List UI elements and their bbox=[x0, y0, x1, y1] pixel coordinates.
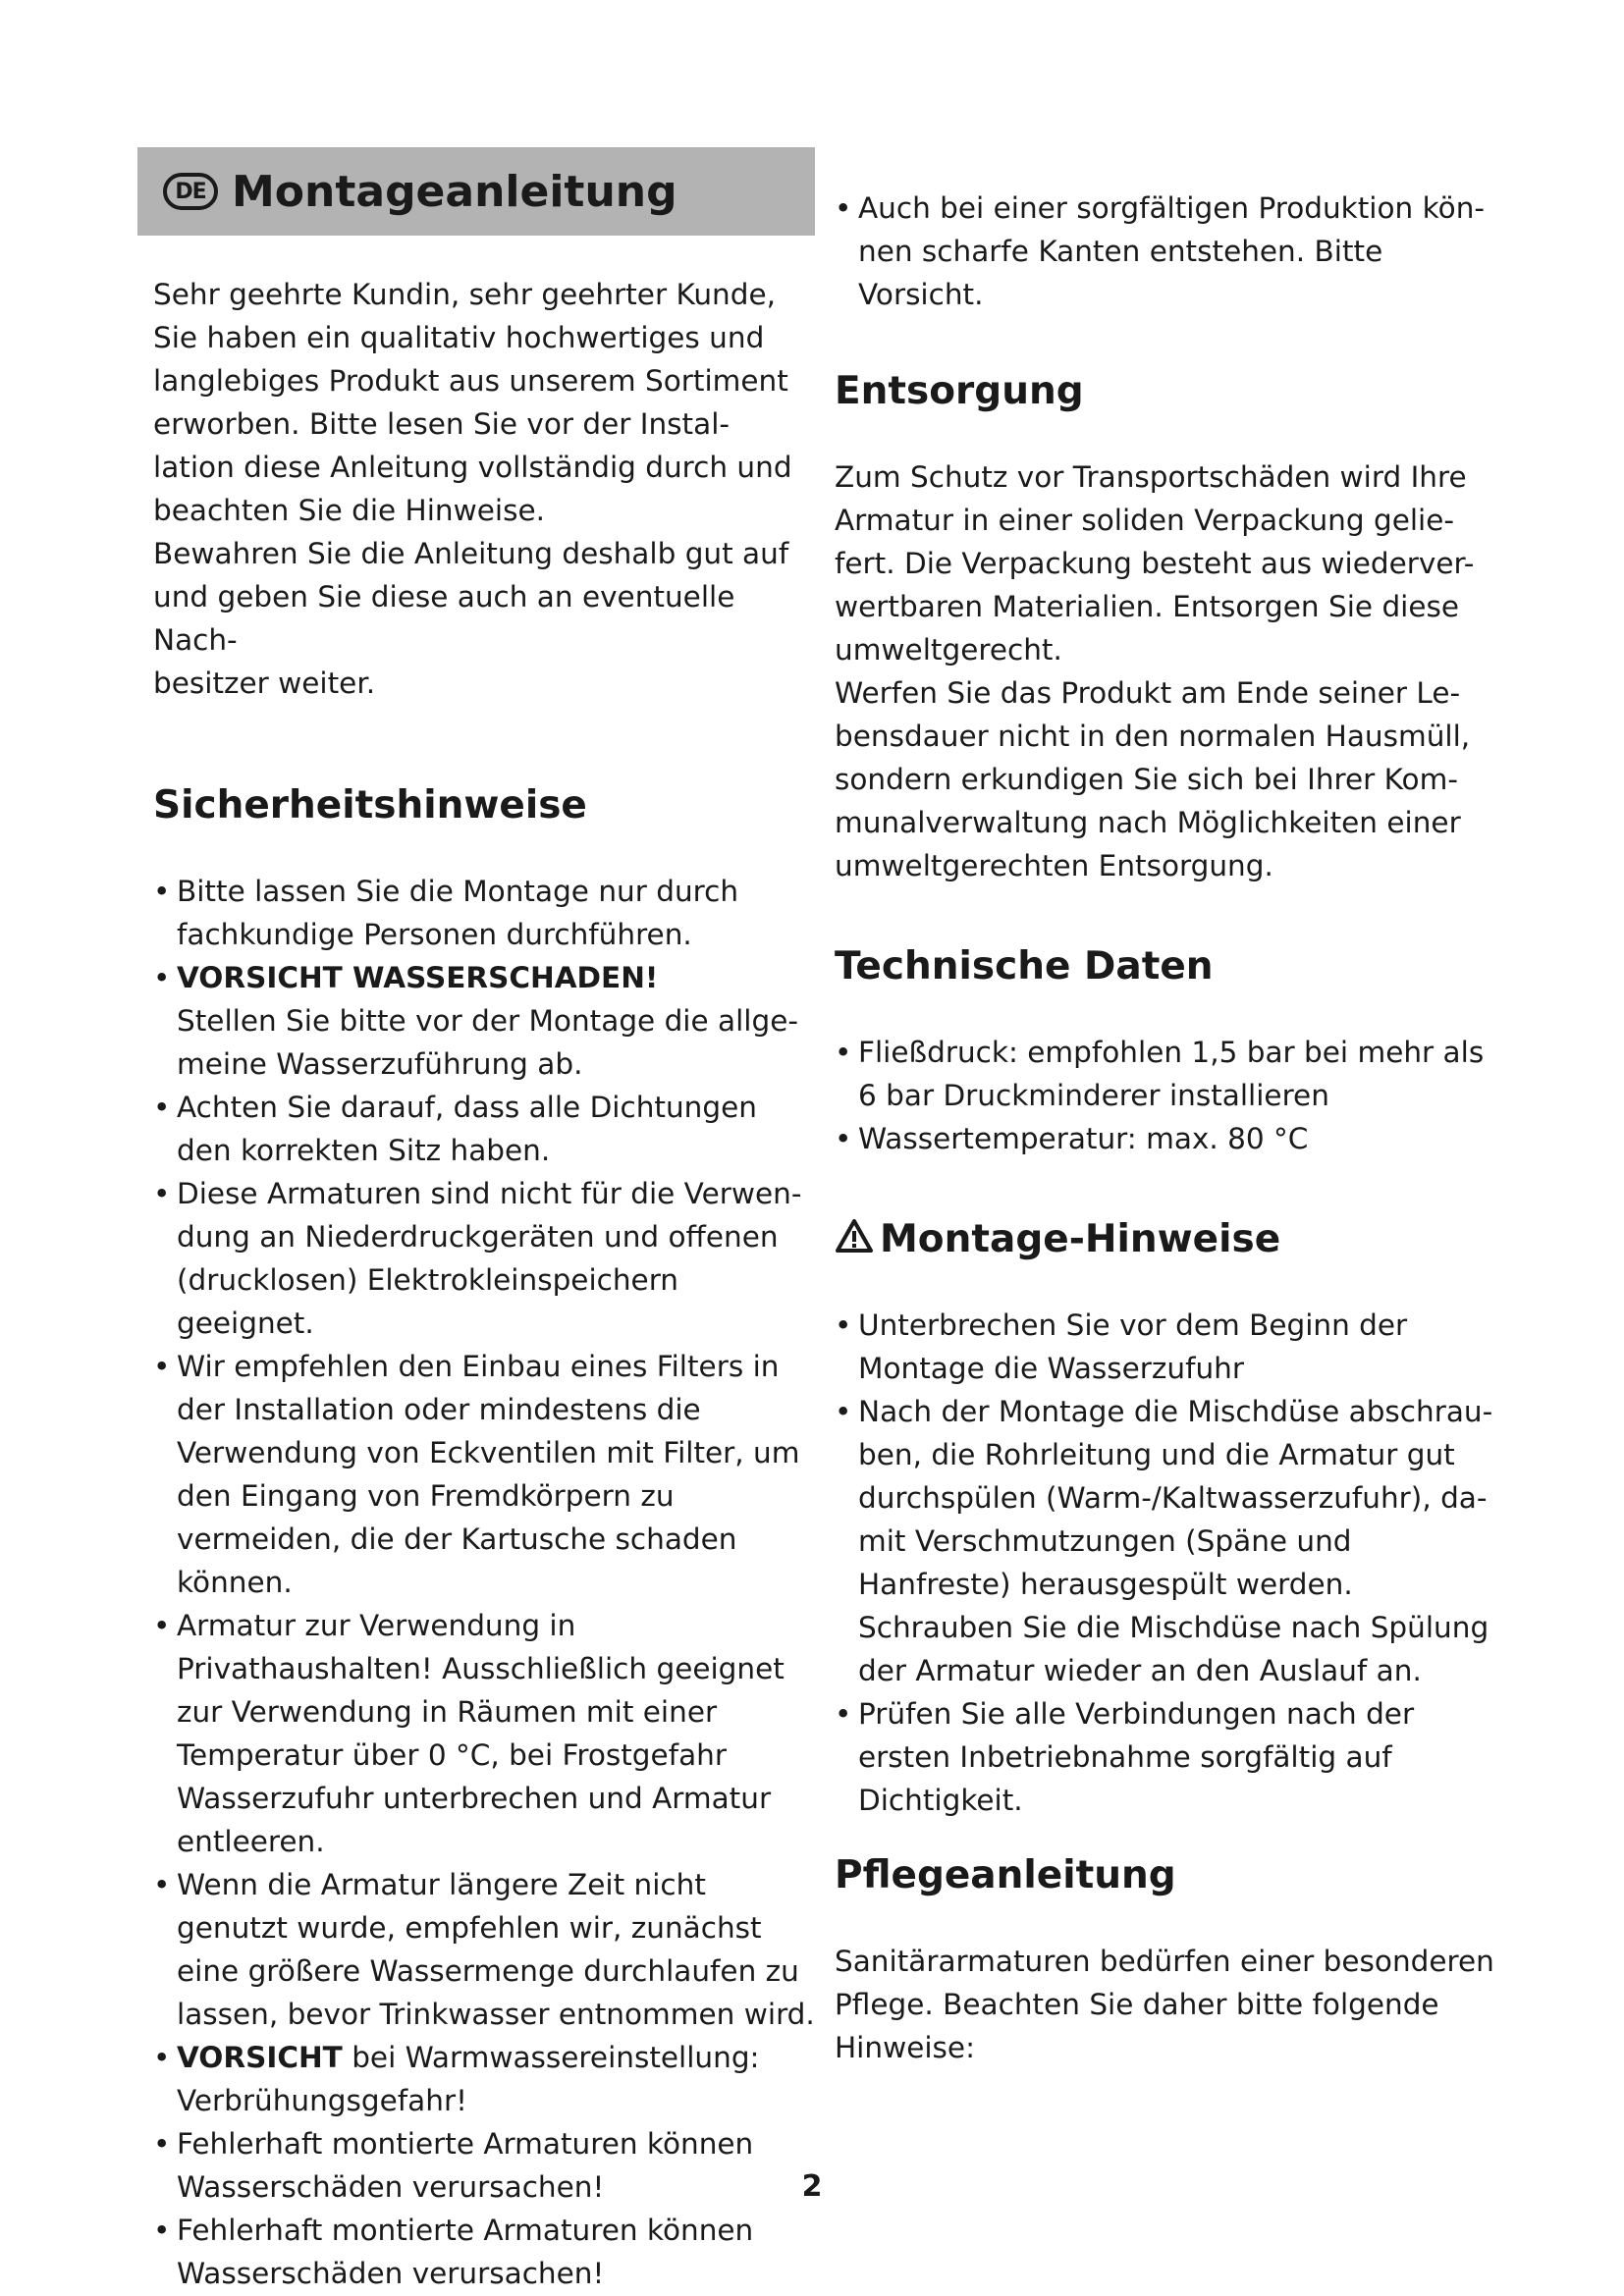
disposal-line: Zum Schutz vor Transportschäden wird Ihre bbox=[835, 460, 1467, 494]
page-title: Montageanleitung bbox=[232, 166, 677, 217]
disposal-line: Armatur in einer soliden Verpackung gelie- bbox=[835, 504, 1455, 537]
intro-line: Sie haben ein qualitativ hochwertiges und bbox=[153, 321, 765, 354]
warning-triangle-icon bbox=[835, 1218, 874, 1254]
list-item: • Fehlerhaft montierte Armaturen können Wasserschäden verursachen! bbox=[153, 2209, 815, 2295]
care-heading: Pflegeanleitung bbox=[835, 1853, 1176, 1897]
disposal-line: munalverwaltung nach Möglichkeiten einer bbox=[835, 806, 1461, 839]
caution-label: VORSICHT bbox=[177, 2041, 343, 2074]
continued-list bbox=[835, 187, 1502, 316]
list-item: • Bitte lassen Sie die Montage nur durch fachkundige Personen durchführen. bbox=[153, 870, 815, 956]
disposal-heading: Entsorgung bbox=[835, 369, 1084, 413]
care-line: Pflege. Beachten Sie daher bitte folgende bbox=[835, 1988, 1439, 2021]
intro-line: lation diese Anleitung vollständig durch und bbox=[153, 451, 792, 484]
safety-list bbox=[153, 870, 815, 2295]
warning-label: VORSICHT WASSERSCHADEN! bbox=[177, 961, 659, 994]
list-item: • Diese Armaturen sind nicht für die Verwen-dung an Niederdruckgeräten und offenen (drucklosen) Elektrokleinspeichern geeignet. bbox=[153, 1172, 815, 1345]
mounting-list bbox=[835, 1304, 1502, 1822]
tech-heading: Technische Daten bbox=[835, 944, 1214, 988]
list-item: • Wassertemperatur: max. 80 °C bbox=[835, 1117, 1502, 1160]
intro-text bbox=[137, 273, 815, 705]
list-item: • Unterbrechen Sie vor dem Beginn der Montage die Wasserzufuhr bbox=[835, 1304, 1502, 1390]
intro-line: besitzer weiter. bbox=[153, 667, 376, 700]
disposal-line: fert. Die Verpackung besteht aus wiederver- bbox=[835, 547, 1475, 580]
title-bar bbox=[137, 147, 815, 236]
list-item bbox=[153, 2036, 815, 2122]
disposal-line: umweltgerecht. bbox=[835, 633, 1062, 667]
list-item: • Wenn die Armatur längere Zeit nicht genutzt wurde, empfehlen wir, zunächst eine größere Wassermenge durchlaufen zu lassen, bevor Trinkwasser entnommen wird. bbox=[153, 1863, 815, 2036]
safety-section bbox=[137, 781, 815, 2295]
list-item: • Nach der Montage die Mischdüse abschrau-ben, die Rohrleitung und die Armatur gut durchspülen (Warm-/Kaltwasserzufuhr), da-mit Verschmutzungen (Späne und Hanfreste) herausgespült werden. Schrauben Sie die Mischdüse nach Spülung der Armatur wieder an den Auslauf an. bbox=[835, 1390, 1502, 1692]
list-item: • Wir empfehlen den Einbau eines Filters in der Installation oder mindestens die Verwendung von Eckventilen mit Filter, um den Eingang von Fremdkörpern zu vermeiden, die der Kartusche schaden können. bbox=[153, 1345, 815, 1604]
language-badge: DE bbox=[163, 173, 218, 210]
intro-line: Sehr geehrte Kundin, sehr geehrter Kunde, bbox=[153, 278, 776, 311]
care-line: Sanitärarmaturen bedürfen einer besonderen bbox=[835, 1945, 1494, 1978]
mounting-section bbox=[835, 1215, 1502, 1822]
list-item-text: bei Warmwassereinstellung: Verbrühungsgefahr! bbox=[177, 2041, 760, 2117]
list-item: • Armatur zur Verwendung in Privathaushalten! Ausschließlich geeignet zur Verwendung in Räumen mit einer Temperatur über 0 °C, bei Frostgefahr Wasserzufuhr unterbrechen und Armatur entleeren. bbox=[153, 1604, 815, 1863]
disposal-section bbox=[835, 367, 1502, 887]
tech-list bbox=[835, 1031, 1502, 1160]
disposal-line: wertbaren Materialien. Entsorgen Sie diese bbox=[835, 590, 1460, 623]
list-item: • Auch bei einer sorgfältigen Produktion kön-nen scharfe Kanten entstehen. Bitte Vorsicht. bbox=[835, 187, 1502, 316]
care-section bbox=[835, 1851, 1502, 2069]
right-column bbox=[835, 147, 1502, 2069]
care-line: Hinweise: bbox=[835, 2031, 976, 2064]
safety-heading: Sicherheitshinweise bbox=[153, 783, 587, 828]
intro-line: Bewahren Sie die Anleitung deshalb gut auf bbox=[153, 537, 789, 570]
intro-line: langlebiges Produkt aus unserem Sortiment bbox=[153, 364, 788, 398]
list-item: • Fließdruck: empfohlen 1,5 bar bei mehr als 6 bar Druckminderer installieren bbox=[835, 1031, 1502, 1117]
left-column bbox=[137, 147, 815, 2295]
intro-line: beachten Sie die Hinweise. bbox=[153, 494, 545, 527]
page-number: 2 bbox=[801, 2169, 823, 2204]
list-item: • Fehlerhaft montierte Armaturen können Wasserschäden verursachen! bbox=[153, 2122, 815, 2209]
intro-line: erworben. Bitte lesen Sie vor der Instal- bbox=[153, 407, 731, 441]
intro-line: und geben Sie diese auch an eventuelle Nach- bbox=[153, 580, 735, 657]
tech-section bbox=[835, 942, 1502, 1160]
mounting-heading bbox=[835, 1215, 1502, 1264]
mounting-title: Montage-Hinweise bbox=[880, 1217, 1281, 1261]
list-item: • Prüfen Sie alle Verbindungen nach der ersten Inbetriebnahme sorgfältig auf Dichtigkeit. bbox=[835, 1692, 1502, 1822]
disposal-line: bensdauer nicht in den normalen Hausmüll, bbox=[835, 720, 1471, 753]
list-item-text: Stellen Sie bitte vor der Montage die allge-meine Wasserzuführung ab. bbox=[177, 1004, 799, 1081]
list-item: • Achten Sie darauf, dass alle Dichtungen den korrekten Sitz haben. bbox=[153, 1086, 815, 1172]
disposal-line: sondern erkundigen Sie sich bei Ihrer Kom- bbox=[835, 763, 1458, 796]
disposal-line: Werfen Sie das Produkt am Ende seiner Le- bbox=[835, 676, 1461, 710]
disposal-line: umweltgerechten Entsorgung. bbox=[835, 849, 1273, 882]
list-item bbox=[153, 956, 815, 1086]
